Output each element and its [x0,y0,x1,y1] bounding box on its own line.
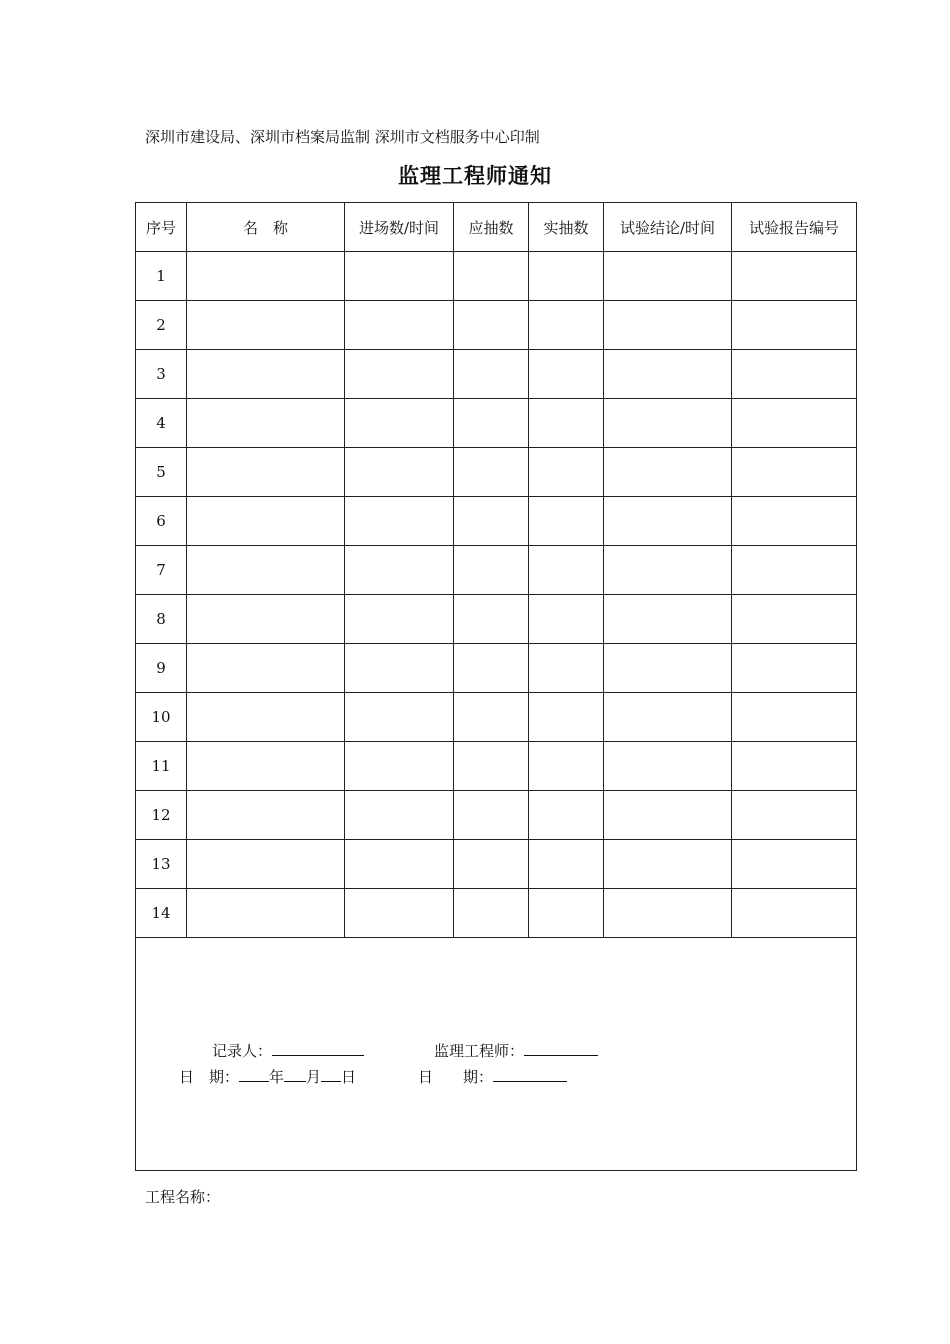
row-number: 4 [136,399,187,448]
day-blank[interactable] [321,1067,341,1082]
test-report-number-cell[interactable] [732,252,857,301]
name-cell[interactable] [187,595,345,644]
table-row [136,448,857,497]
actual-samples-cell[interactable] [529,840,604,889]
date-line-left [179,1066,356,1087]
row-number: 7 [136,546,187,595]
row-number: 3 [136,350,187,399]
month-label: 月 [306,1068,322,1086]
entry-qty-time-cell[interactable] [345,791,454,840]
column-header-required-samples: 应抽数 [454,203,529,252]
entry-qty-time-cell[interactable] [345,595,454,644]
month-blank[interactable] [284,1067,306,1082]
name-cell[interactable] [187,301,345,350]
date-label: 日 期： [179,1068,240,1086]
recorder-label: 记录人： [212,1042,273,1060]
actual-samples-cell[interactable] [529,644,604,693]
column-header-seq: 序号 [136,203,187,252]
actual-samples-cell[interactable] [529,252,604,301]
actual-samples-cell[interactable] [529,742,604,791]
test-conclusion-cell[interactable] [604,301,732,350]
table-header-row [136,203,857,252]
actual-samples-cell[interactable] [529,595,604,644]
table-row [136,252,857,301]
entry-qty-time-cell[interactable] [345,301,454,350]
table-row [136,693,857,742]
name-cell[interactable] [187,791,345,840]
actual-samples-cell[interactable] [529,497,604,546]
required-samples-cell[interactable] [454,252,529,301]
test-conclusion-cell[interactable] [604,252,732,301]
test-report-number-cell[interactable] [732,546,857,595]
engineer-date-blank[interactable] [493,1067,567,1082]
table-row [136,889,857,938]
test-conclusion-cell[interactable] [604,742,732,791]
test-report-number-cell[interactable] [732,742,857,791]
name-cell[interactable] [187,497,345,546]
recorder-line [212,1040,364,1061]
name-cell[interactable] [187,546,345,595]
test-report-number-cell[interactable] [732,840,857,889]
column-header-actual-samples: 实抽数 [529,203,604,252]
required-samples-cell[interactable] [454,693,529,742]
row-number: 9 [136,644,187,693]
entry-qty-time-cell[interactable] [345,840,454,889]
row-number: 12 [136,791,187,840]
required-samples-cell[interactable] [454,546,529,595]
name-cell[interactable] [187,399,345,448]
column-header-test-report-number: 试验报告编号 [732,203,857,252]
required-samples-cell[interactable] [454,889,529,938]
required-samples-cell[interactable] [454,350,529,399]
test-conclusion-cell[interactable] [604,791,732,840]
row-number: 14 [136,889,187,938]
project-name-label: 工程名称： [145,1188,221,1206]
table-row [136,399,857,448]
name-cell[interactable] [187,742,345,791]
issuer-line: 深圳市建设局、深圳市档案局监制 深圳市文档服务中心印制 [145,128,540,146]
test-conclusion-cell[interactable] [604,889,732,938]
row-number: 5 [136,448,187,497]
row-number: 10 [136,693,187,742]
day-label: 日 [341,1068,357,1086]
table-row [136,546,857,595]
actual-samples-cell[interactable] [529,791,604,840]
test-conclusion-cell[interactable] [604,840,732,889]
signature-row [136,938,857,1171]
entry-qty-time-cell[interactable] [345,448,454,497]
signature-section [136,938,857,1171]
actual-samples-cell[interactable] [529,546,604,595]
name-cell[interactable] [187,644,345,693]
actual-samples-cell[interactable] [529,350,604,399]
entry-qty-time-cell[interactable] [345,693,454,742]
test-report-number-cell[interactable] [732,889,857,938]
row-number: 2 [136,301,187,350]
test-report-number-cell[interactable] [732,399,857,448]
entry-qty-time-cell[interactable] [345,546,454,595]
column-header-entry-qty-time: 进场数/时间 [345,203,454,252]
entry-qty-time-cell[interactable] [345,350,454,399]
page-title: 监理工程师通知 [398,163,552,188]
date-label-right: 日 期： [418,1068,494,1086]
row-number: 6 [136,497,187,546]
column-header-name: 名 称 [187,203,345,252]
row-number: 1 [136,252,187,301]
actual-samples-cell[interactable] [529,399,604,448]
table-row [136,840,857,889]
table-row [136,644,857,693]
entry-qty-time-cell[interactable] [345,399,454,448]
required-samples-cell[interactable] [454,742,529,791]
name-cell[interactable] [187,840,345,889]
name-cell[interactable] [187,448,345,497]
name-cell[interactable] [187,252,345,301]
row-number: 13 [136,840,187,889]
table-row [136,742,857,791]
table-row [136,301,857,350]
table-row [136,595,857,644]
test-conclusion-cell[interactable] [604,595,732,644]
row-number: 8 [136,595,187,644]
test-conclusion-cell[interactable] [604,546,732,595]
required-samples-cell[interactable] [454,301,529,350]
test-report-number-cell[interactable] [732,595,857,644]
actual-samples-cell[interactable] [529,693,604,742]
engineer-line [434,1040,598,1061]
table-row [136,350,857,399]
table-row [136,497,857,546]
engineer-label: 监理工程师： [434,1042,525,1060]
entry-qty-time-cell[interactable] [345,252,454,301]
column-header-test-conclusion-time: 试验结论/时间 [604,203,732,252]
required-samples-cell[interactable] [454,644,529,693]
test-report-number-cell[interactable] [732,644,857,693]
inspection-table [135,202,857,1171]
required-samples-cell[interactable] [454,595,529,644]
actual-samples-cell[interactable] [529,301,604,350]
name-cell[interactable] [187,889,345,938]
required-samples-cell[interactable] [454,497,529,546]
engineer-blank[interactable] [524,1041,598,1056]
test-report-number-cell[interactable] [732,791,857,840]
entry-qty-time-cell[interactable] [345,742,454,791]
required-samples-cell[interactable] [454,399,529,448]
entry-qty-time-cell[interactable] [345,644,454,693]
table-row [136,791,857,840]
entry-qty-time-cell[interactable] [345,889,454,938]
test-report-number-cell[interactable] [732,448,857,497]
test-report-number-cell[interactable] [732,693,857,742]
test-conclusion-cell[interactable] [604,497,732,546]
test-conclusion-cell[interactable] [604,448,732,497]
test-conclusion-cell[interactable] [604,399,732,448]
year-blank[interactable] [239,1067,269,1082]
required-samples-cell[interactable] [454,840,529,889]
project-name-line [145,1186,220,1207]
actual-samples-cell[interactable] [529,889,604,938]
year-label: 年 [269,1068,285,1086]
entry-qty-time-cell[interactable] [345,497,454,546]
required-samples-cell[interactable] [454,791,529,840]
name-cell[interactable] [187,693,345,742]
test-conclusion-cell[interactable] [604,350,732,399]
required-samples-cell[interactable] [454,448,529,497]
test-report-number-cell[interactable] [732,301,857,350]
actual-samples-cell[interactable] [529,448,604,497]
name-cell[interactable] [187,350,345,399]
test-conclusion-cell[interactable] [604,693,732,742]
test-report-number-cell[interactable] [732,350,857,399]
test-conclusion-cell[interactable] [604,644,732,693]
recorder-blank[interactable] [272,1041,364,1056]
test-report-number-cell[interactable] [732,497,857,546]
date-line-right [418,1066,567,1087]
row-number: 11 [136,742,187,791]
